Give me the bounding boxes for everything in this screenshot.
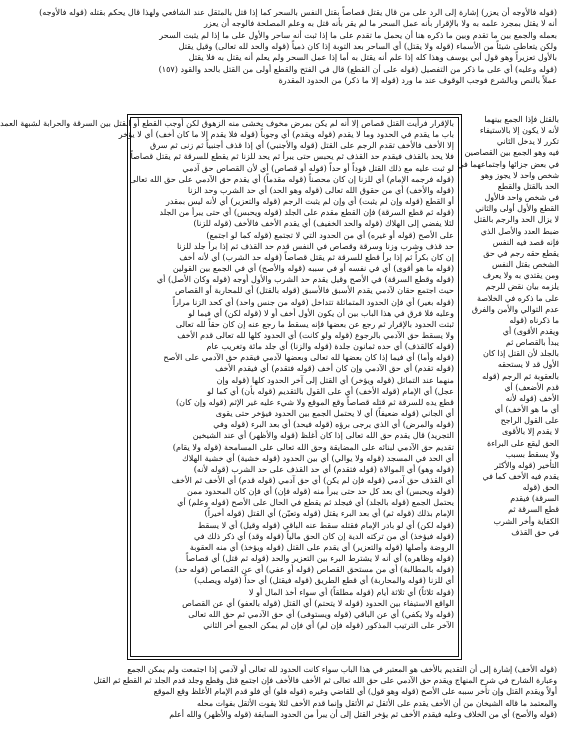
bottom-margin-line: والمعتمد ما قاله الشيخان من أن الأخف يقدم على الأثقل ثم الأثقل وإنما قدم الأخف لئلا يفوت الأثقل بفوات محله (197, 698, 557, 708)
bottom-margin-line: (قوله الأخف) إشارة إلى أن التقديم بالأخف هو المعتبر في هذا الباب سواء كانت الحدود لله تعالى أو لآدمي إذا اجتمعت ولم يمكن الجمع (127, 665, 557, 674)
main-text-line: قطع يده للسرقة ثم قتله قصاصاً وقع الموقع ولا شيء عليه غير الإثم (قوله وإن كان) (175, 396, 454, 407)
main-text-line: (قوله فرجمه الإمام) أي للزنا إن كان محصناً (قوله مقدماً) أي يقدم حق الآدمي على حق الله تعالى (129, 173, 454, 184)
main-text-line: (قوله والأخف) أي من حقوق الله تعالى (قوله وهو الحد) أي حد الشرب وحد الزنا (187, 184, 454, 195)
right-column-line: ومن يقتدي به ولا يعرف (482, 271, 559, 281)
main-text-line: (قوله وظاهره) أي أنه لا يشترط البرء بين التعزير والحد (قوله ثم قتل) أي قصاصاً (185, 553, 454, 564)
main-text-line: ولا يسقط حق الآدمي بالرجوع (قوله ولو كانت) أي الحدود كلها لله تعالى قدم الأخف (177, 329, 454, 340)
right-column-line: ولا يسقط بسبب (505, 449, 559, 459)
main-text-line: (قوله كالقذف) أي حده ثمانون جلدة (قوله والزنا) أي جلد مائة وتغريب عام (206, 341, 454, 352)
main-text-line: وعليه فلا فرق في هذا الباب بين أن يكون الأول أخف أو لا (قوله لكن) أي فيما لو (188, 307, 454, 318)
main-text-line: (قوله ثم قطع السرقة) فإن القطع مقدم على الجلد (قوله ويحبس) أي حتى يبرأ من الجلد (159, 207, 454, 218)
right-margin-column (457, 114, 559, 657)
main-text-line: لئلا يفضي إلى الهلاك (قوله والحد الخفيف) أي يقدم الأخف فالأخف (قوله للزنا) (193, 218, 454, 229)
main-text-line: منهما عند التماثل (قوله ويؤخر) أي القتل إلى آخر الحدود كلها (قوله وإن (216, 374, 454, 385)
main-text-line: ثبتت الحدود بالإقرار ثم رجع عن بعضها فإنه يسقط ما رجع عنه إن كان حقاً لله تعالى (175, 318, 454, 329)
bottom-margin-line: أولاً ويقدم القتل وإن تأخر سببه على الأصح (قوله وهو قول) أي للقاضي وغيره (قوله فلو) أي فلو قدم الإمام الأغلظ وقع الموقع (153, 687, 557, 697)
right-column-line: يبدأ بالقصاص ثم (505, 338, 559, 348)
right-column-line: فيه وهو الجمع بين القصاصين (464, 148, 559, 158)
right-column-line: على القول الراجح (500, 416, 559, 426)
right-column-line: التأخير (قوله والأكثر (494, 460, 559, 470)
right-column-line: يقطع حقه رجم في حق (483, 248, 559, 258)
right-column-line: الكفاية وأخر الشرب (493, 516, 559, 526)
right-column-line: الحد بالقتل والقطع (497, 181, 559, 191)
main-text-line: أي الجاني (قوله ضعيفاً) أي لا يحتمل الجمع بين الحدود فيؤخر حتى يقوى (215, 408, 454, 419)
bottom-margin-line: وعبارة الشارح في شرح المنهاج ويقدم حق الآدمي على حق الله تعالى ثم الأخف فالأخف فإن اجتمع قتل وقطع وجلد قدم الجلد ثم القطع ثم القتل (93, 676, 557, 686)
main-text-line: الإمام بذلك (قوله ثم) أي بعد البرء يقتل (قوله وتعيّن) أي القتل (قوله أخيراً) (204, 508, 454, 519)
main-text-line: الآخر على الترتيب المذكور (قوله فإن لم) أي فإن لم يمكن الجمع أخر الثاني (203, 620, 454, 631)
right-column-line: على ما ذكره في الخلاصة (477, 293, 559, 303)
right-column-line: في بعض جزائها واجتماعهما في (457, 159, 559, 169)
top-margin-line: بعمله والجمع بين ما تقدم وبين ما ذكره هنا أن يحمل ما تقدم على ما إذا ثبت أنه ساحر والأول على ما إذا لم يثبت السحر (159, 29, 557, 40)
right-column-line: فإنه قصد فيه النفس (492, 237, 559, 247)
main-text-line: (قوله ويحبس) أي بعد كل حد حتى يبرأ منه (قوله فإن) أي فإن كان المحدود ممن (187, 486, 454, 497)
main-text-line: (قوله فيؤخذ) أي من تركته الدية إن كان الحق مالياً (قوله وقد) أي ذكر ذلك في (193, 530, 454, 541)
main-text-line: إلا الأخف فالأخف تقدم الرجم على القتل (قوله والأجنبي) أي إذا قذف أجنبياً ثم زنى ثم سرق (150, 140, 454, 151)
main-text-line: أو القطع (قوله وإن لم يثبت) أي وإن لم يثبت الرجم (قوله والتعزير) أي لأنه ليس بمقدر (165, 196, 454, 207)
right-column-line: قدم الأضعف) أي (504, 382, 559, 392)
main-text-line: (قوله ما هو أقوى) أي في نفسه أو في سببه (قوله والأصح) أي في الجمع بين القولين (172, 263, 454, 274)
right-column-line: في حق القذف (511, 527, 559, 537)
main-text-line: (قوله وهو) أي الموالاة (قوله فتقدم) أي حد القذف على حد الشرب (قوله لأنه) (193, 463, 454, 474)
main-text-line: أي القذف حق آدمي (قوله فإن لم يكن) أي حق آدمي (قوله قدم) أي الأخف ثم الأخف (171, 475, 454, 485)
main-text-line: (قوله لكن) أي لو بادر الإمام فقتله سقط عنه الباقي (قوله وقيل) أي لا يسقط (197, 519, 454, 530)
main-text-block (0, 118, 454, 656)
main-text-line: الروضة وأصلها (قوله والتعزير) أي يقدم على القتل (قوله ويؤخذ) أي منه العقوبة (189, 541, 454, 552)
main-text-line: التجريد) قال يقدم حق الله تعالى إذا كان أغلظ (قوله والأظهر) أي عند الشيخين (192, 430, 454, 441)
right-column-line: لأنه لا يكون إلا بالاستيفاء (479, 126, 559, 136)
main-text-line: أي للزنا (قوله والمحاربة) أي قطع الطريق (قوله فيقتل) أي حداً (قوله ويصلب) (194, 575, 454, 586)
right-column-line: لا يزال الحد والرجم بالقتل (473, 215, 559, 225)
right-column-line: الأول قد لا يستحقه (497, 360, 559, 370)
top-margin-line: ولكن يتعاطى شيئاً من الأسماء (قوله ولا يقتل) أي الساحر بعد التوبة إذا كان ذمياً (قوله والحد لله تعالى) وقيل يقتل (178, 41, 557, 52)
main-text-line: حد قذف وشرب وزنا وسرقة وقصاص في النفس قدم حد القذف ثم إذا برأ جلد للزنا (176, 240, 454, 251)
right-column-line: بالعقوبة ثم الرجم (قوله (482, 371, 559, 381)
main-text-line: (قوله ولا يكفي) أي عن الباقي (قوله ويستوفى) أي حق الآدمي ثم حق الله تعالى (188, 608, 454, 619)
right-column-line: عدم التوالي والأمن والفرق (471, 304, 559, 314)
right-column-line: بالقتل فإذا الجمع بينهما (484, 115, 559, 124)
main-text-line: بالإقرار فرأيت القتل قصاص إلا أنه لم يكن بمرض مخوف يخشى منه الزهوق لكن أوجب القطع أو القتل بين السرقة والحرابة لشبهة العمد (0, 118, 454, 128)
main-text-line: لو ثبت عليه مع ذلك القتل قوداً أو حداً (قوله أو قصاص) أي لأن القصاص حق آدمي (182, 162, 454, 173)
right-column-line: تكرر لا يدخل الثاني (496, 137, 559, 147)
bottom-margin-gloss (93, 664, 557, 722)
main-text-line: (قوله والمرض) أي الذي يرجى برؤه (قوله فيحد) أي بعد البرء (قوله وفي (213, 419, 454, 430)
bottom-margin-line: (قوله والأصح) أي من الخلاف وعليه فيقدم الأخف ثم يؤخر القتل إلى أن يبرأ من الحدود السابقة (قوله والأظهر) والله أعلم (169, 709, 557, 719)
top-margin-line: (قوله فالأوجه أن يعزر) إشارة إلى الرد على من قال يقتل قصاصاً بقتل النفس بالسحر كما إذا قتل بالمثقل عند الشافعي ولهذا قال يحكم بقتله (قوله فالأوجه) (39, 7, 557, 17)
main-text-line: إن كان بكراً ثم إذا برأ قطع للسرقة ثم يقتل قصاصاً (قوله حد الشرب) أي لأنه أخف (179, 251, 454, 262)
main-text-line: (قوله وقطع السرقة) في الأصح وقيل يقدم حد الشرب والأول أوجه (قوله وكان الأصل) أي (156, 274, 454, 285)
main-text-line: أي الحد في المسجد (قوله ولا يوالي) أي بين الحدود (قوله خشية) أي خشية الهلاك (182, 452, 454, 463)
main-text-line: (قوله بغير) أي فإن الحدود المتماثلة تتداخل (قوله من جنس واحد) أي كحد الزنا مراراً (172, 296, 454, 307)
main-text-line: الواقع الاستيفاء بين الحدود (قوله لا يتحتم) أي القتل (قوله بالعفو) أي عن القصاص (182, 597, 454, 608)
main-text-line: تقديم حق الآدمي لبنائه على المضايقة وحق الله تعالى على المسامحة (قوله ولا يقام) (172, 441, 454, 452)
right-column-line: قطع السرقة ثم (508, 505, 559, 515)
right-column-line: لا يقدم إلا بالأقوى (501, 427, 559, 437)
main-text-line: (قوله بالمطالبة) أي من مستحق القصاص (قوله أو عفي) أي عن القصاص (قوله حد) (174, 564, 454, 575)
right-column-line: الحق ليقع على البراءة (486, 438, 559, 448)
main-text-line: يحتمل الجمع (قوله بالجلد) أي فيجلد ثم يقطع في الحال على الأصح (قوله وعلم) أي (177, 497, 454, 508)
main-text-line: على الأصح (قوله أو غيره) أي من الحدود التي لا تجتمع (قوله كما لو اجتمع) (206, 229, 454, 240)
right-column-line: شخص واحد لا يجوز وهو (480, 170, 559, 180)
top-margin-line: (قوله وعليه) أي على ما ذكر من التفصيل (قوله على أن القطع) قال في الفتح والقطع أولى من القتل بالحد والقود (١٥٧) (158, 63, 557, 74)
main-text-line: (قوله ثلاثاً) أي ثلاثة أيام (قوله مطلقاً) أي سواء أخذ المال أو لا (248, 586, 454, 597)
top-margin-line: عملاً بالنص وبالشرع فوجب الوقوف عند ما ورد (قوله إلا ما ذكر) من الحدود المقدرة (278, 75, 557, 86)
top-margin-gloss (39, 7, 557, 110)
right-column-line: الأخف (قوله لأنه (505, 393, 559, 403)
right-column-line: الشخص بقتل النفس (492, 260, 559, 270)
main-text-line: عجل) أي الإمام (قوله الأخف) أي على القول بالتقديم (قوله بأن) أي كما لو (207, 385, 454, 396)
right-column-line: بالجلد لأن القتل إذا كان (483, 349, 559, 359)
right-column-line: ضبط العدد والأصل الذي (480, 226, 559, 236)
right-column-line: يلزمه بيان نقض للرجم (485, 282, 559, 292)
right-column-line: ما ذكرناه (قوله (509, 315, 559, 325)
top-margin-line: أنه لا يقتل بمجرد علمه به ولا بالإقرار بأنه عمل السحر ما لم يقر بأنه قتل به وعلم المصلحة فالوجه أن يعزر (204, 18, 557, 29)
right-column-line: ويقدم الأقوى) أي (502, 326, 559, 336)
right-column-line: القطع والأول أولى والثاني (475, 204, 559, 214)
right-column-line: السرقة) فيقدم (510, 494, 559, 504)
main-text-line: (قوله تقدم) أي حق الآدمي وإن كان أخف (قوله فتقدم) أي فيقدم الأخف (215, 363, 454, 374)
main-text-line: فلا يحد بالقذف فيقدم حد القذف ثم يحبس حتى يبرأ ثم يحد للزنا ثم يقطع للسرقة ثم يقتل قصاصاً (130, 151, 454, 162)
right-column-line: يقدم فيه الأخف كما في (482, 472, 559, 481)
right-column-line: في شخص واحد فالأول (484, 193, 559, 203)
right-column-line: أي ما هو الأخف) أي (494, 405, 559, 415)
right-column-line: الحق (قوله (522, 483, 559, 493)
main-text-line: (قوله وأما) أي فيما إذا كان بعضها لله تعالى وبعضها لآدمي فيقدم حق الآدمي على الأصح (163, 352, 454, 363)
top-margin-line: بالأول تعزيراً وهو قول أبي يوسف وهذا كله إذا علم أنه يقتل به أما إذا عمل السحر ولم يعلم أنه يقتل به فلا يقتل (188, 52, 557, 63)
main-text-line: باب ما يقدم في الحدود وما لا يقدم (قوله ويقدم) أي وجوباً (قوله فلا يقدم إلا ما كان أخف) أي لا يؤخر (118, 129, 454, 140)
main-text-line: حيث اجتمع حقان لآدمي يقدم الأسبق فالأسبق (قوله بالقتل) أي للمحاربة أو القصاص (175, 285, 454, 296)
